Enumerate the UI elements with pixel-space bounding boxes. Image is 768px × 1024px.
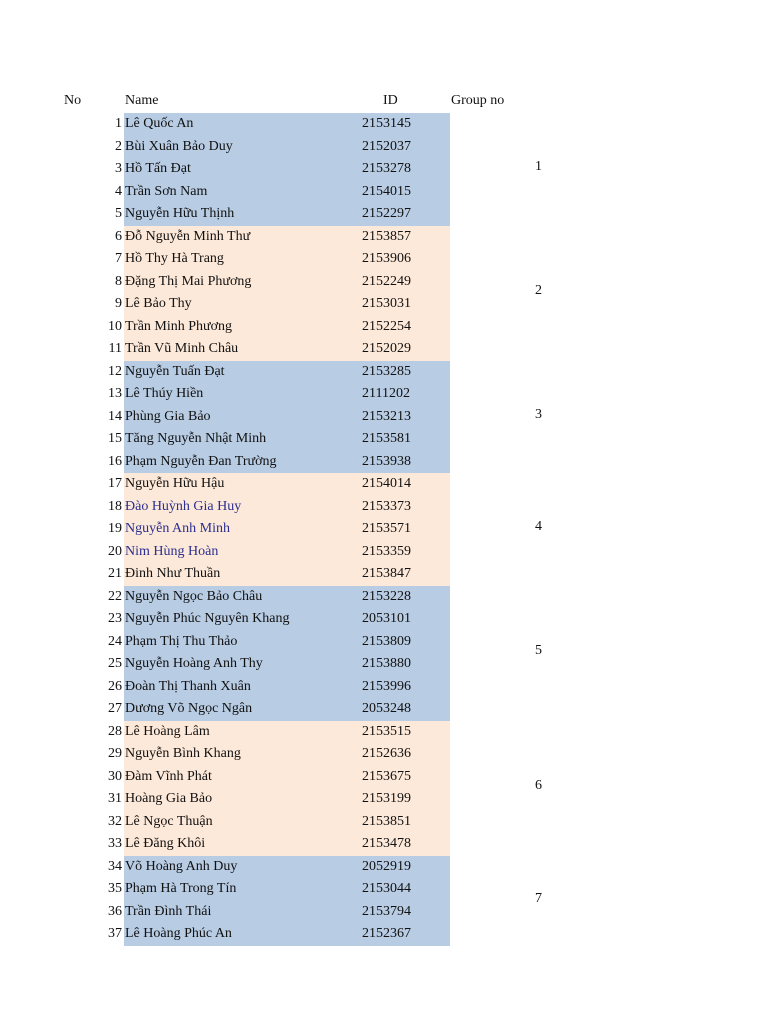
student-id: 2053101 (362, 611, 411, 626)
student-name: Phạm Thị Thu Thảo (125, 633, 238, 649)
student-name: Lê Đăng Khôi (125, 836, 206, 851)
student-id: 2153794 (362, 903, 411, 919)
student-id: 2152297 (362, 206, 411, 221)
header-no: No (64, 93, 82, 108)
row-number: 10 (108, 318, 122, 334)
table-row (0, 788, 450, 811)
student-name: Hoàng Gia Bảo (125, 791, 213, 806)
group-number: 6 (535, 778, 542, 793)
student-id: 2052919 (362, 858, 411, 874)
student-id: 2153285 (362, 363, 411, 379)
student-name: Nguyễn Ngọc Bảo Châu (125, 588, 263, 604)
row-number: 30 (108, 768, 122, 784)
row-number: 1 (115, 116, 122, 131)
row-number: 27 (108, 701, 122, 716)
student-id: 2153581 (362, 431, 411, 446)
student-name: Trần Vũ Minh Châu (125, 341, 239, 356)
row-number: 9 (115, 296, 122, 311)
student-name: Nguyễn Anh Minh (125, 521, 230, 536)
student-id: 2153938 (362, 453, 411, 469)
student-id: 2153809 (362, 633, 411, 649)
table-row (0, 586, 450, 609)
student-id: 2153278 (362, 161, 411, 176)
row-number: 15 (108, 431, 122, 446)
student-id: 2152249 (362, 273, 411, 289)
row-number: 20 (108, 543, 122, 559)
table-row (0, 653, 450, 676)
row-number: 32 (108, 813, 122, 829)
table-row (0, 676, 450, 699)
table-row (0, 113, 450, 136)
table-row (0, 811, 450, 834)
student-id: 2152367 (362, 926, 411, 941)
header-name: Name (125, 93, 159, 108)
student-name: Nguyễn Bình Khang (125, 746, 241, 761)
student-id: 2153031 (362, 296, 411, 311)
group-number-cell (450, 586, 620, 721)
student-id: 2111202 (362, 386, 410, 401)
table-row (0, 406, 450, 429)
student-id: 2153851 (362, 813, 411, 829)
table-row (0, 271, 450, 294)
student-id: 2153857 (362, 228, 411, 244)
student-id: 2153996 (362, 678, 411, 694)
student-id: 2153359 (362, 543, 411, 559)
table-row (0, 698, 450, 721)
student-id: 2153228 (362, 588, 411, 604)
student-id: 2152254 (362, 318, 411, 334)
student-id: 2153478 (362, 836, 411, 851)
student-id: 2153515 (362, 723, 411, 739)
row-number: 37 (108, 926, 122, 941)
row-number: 5 (115, 206, 122, 221)
group-number: 2 (535, 283, 542, 298)
table-row (0, 518, 450, 541)
student-id: 2153213 (362, 408, 411, 424)
row-number: 26 (108, 678, 122, 694)
row-number: 33 (108, 836, 122, 851)
table-row (0, 203, 450, 226)
row-number: 14 (108, 408, 122, 424)
student-name: Đỗ Nguyễn Minh Thư (125, 228, 251, 244)
table-row (0, 293, 450, 316)
table-row (0, 833, 450, 856)
group-number: 5 (535, 643, 542, 658)
row-number: 17 (108, 476, 122, 491)
row-number: 25 (108, 656, 122, 671)
table-row (0, 878, 450, 901)
row-number: 24 (108, 633, 122, 649)
row-number: 16 (108, 453, 122, 469)
student-name: Dương Võ Ngọc Ngân (125, 701, 253, 716)
row-number: 18 (108, 498, 122, 514)
row-number: 8 (115, 273, 122, 289)
student-name: Phạm Hà Trong Tín (125, 881, 237, 896)
row-number: 23 (108, 611, 122, 626)
student-id: 2053248 (362, 701, 411, 716)
table-row (0, 541, 450, 564)
student-id: 2153145 (362, 116, 411, 131)
student-name: Lê Thúy Hiền (125, 386, 204, 401)
student-name: Trần Minh Phương (125, 318, 233, 334)
student-name: Võ Hoàng Anh Duy (125, 858, 238, 874)
table-row (0, 496, 450, 519)
student-name: Nguyễn Tuấn Đạt (125, 363, 225, 379)
header-group-no: Group no (451, 93, 505, 108)
table-row (0, 428, 450, 451)
student-name: Nguyễn Phúc Nguyên Khang (125, 611, 290, 626)
row-number: 21 (108, 566, 122, 581)
student-name: Đinh Như Thuần (125, 566, 221, 581)
table-row (0, 631, 450, 654)
table-row (0, 338, 450, 361)
table-row (0, 901, 450, 924)
table-row (0, 856, 450, 879)
row-number: 11 (108, 341, 122, 356)
row-number: 2 (115, 138, 122, 154)
table-row (0, 766, 450, 789)
student-name: Phùng Gia Bảo (125, 408, 211, 424)
table-row (0, 248, 450, 271)
row-number: 31 (108, 791, 122, 806)
student-name: Lê Hoàng Phúc An (125, 926, 232, 941)
group-number-cell (450, 226, 620, 361)
table-row (0, 473, 450, 496)
student-id: 2153199 (362, 791, 411, 806)
table-row (0, 608, 450, 631)
student-name: Lê Bảo Thy (125, 296, 192, 311)
student-name: Đoàn Thị Thanh Xuân (125, 678, 251, 694)
student-name: Lê Quốc An (125, 116, 194, 131)
student-id: 2153847 (362, 566, 411, 581)
student-name: Lê Ngọc Thuận (125, 813, 213, 829)
student-id: 2152029 (362, 341, 411, 356)
student-name: Hồ Thy Hà Trang (125, 251, 224, 266)
student-id: 2153044 (362, 881, 411, 896)
group-number-cell (450, 361, 620, 474)
student-id: 2152636 (362, 746, 411, 761)
student-name: Hồ Tấn Đạt (125, 161, 191, 176)
table-row (0, 136, 450, 159)
row-number: 36 (108, 903, 122, 919)
student-id: 2153906 (362, 251, 411, 266)
group-number-cell (450, 113, 620, 226)
student-name: Đàm Vĩnh Phát (125, 768, 212, 784)
student-id: 2153675 (362, 768, 411, 784)
table-row (0, 181, 450, 204)
student-name: Đặng Thị Mai Phương (125, 273, 252, 289)
student-name: Nguyễn Hữu Thịnh (125, 206, 235, 221)
row-number: 19 (108, 521, 122, 536)
table-row (0, 361, 450, 384)
row-number: 29 (108, 746, 122, 761)
header-id: ID (383, 93, 398, 108)
table-row (0, 316, 450, 339)
row-number: 6 (115, 228, 122, 244)
student-name: Trần Sơn Nam (125, 183, 208, 199)
group-number-cell (450, 473, 620, 586)
row-number: 34 (108, 858, 122, 874)
student-id: 2154015 (362, 183, 411, 199)
table-row (0, 721, 450, 744)
table-row (0, 383, 450, 406)
student-name: Nguyễn Hữu Hậu (125, 476, 225, 491)
table-row (0, 158, 450, 181)
student-id: 2153373 (362, 498, 411, 514)
row-number: 13 (108, 386, 122, 401)
student-name: Lê Hoàng Lâm (125, 723, 210, 739)
student-name: Nguyễn Hoàng Anh Thy (125, 656, 263, 671)
table-row (0, 563, 450, 586)
student-name: Bùi Xuân Bảo Duy (125, 138, 233, 154)
row-number: 3 (115, 161, 122, 176)
group-number: 1 (535, 159, 542, 175)
row-number: 12 (108, 363, 122, 379)
table-row (0, 226, 450, 249)
student-id: 2154014 (362, 476, 411, 491)
row-number: 28 (108, 723, 122, 739)
student-name: Tăng Nguyễn Nhật Minh (125, 431, 267, 446)
row-number: 7 (115, 251, 122, 266)
row-number: 22 (108, 588, 122, 604)
student-id: 2152037 (362, 138, 411, 154)
table-row (0, 743, 450, 766)
student-name: Trần Đình Thái (125, 903, 212, 919)
row-number: 4 (115, 183, 122, 199)
group-number: 3 (535, 406, 542, 422)
student-name: Phạm Nguyễn Đan Trường (125, 453, 277, 469)
student-id: 2153571 (362, 521, 411, 536)
student-name: Đào Huỳnh Gia Huy (125, 498, 242, 514)
table-row (0, 923, 450, 946)
group-number-cell (450, 856, 620, 946)
student-id: 2153880 (362, 656, 411, 671)
group-number: 7 (535, 890, 542, 906)
row-number: 35 (108, 881, 122, 896)
group-number-cell (450, 721, 620, 856)
table-row (0, 451, 450, 474)
student-name: Nim Hùng Hoàn (125, 543, 219, 559)
group-number: 4 (535, 519, 542, 535)
